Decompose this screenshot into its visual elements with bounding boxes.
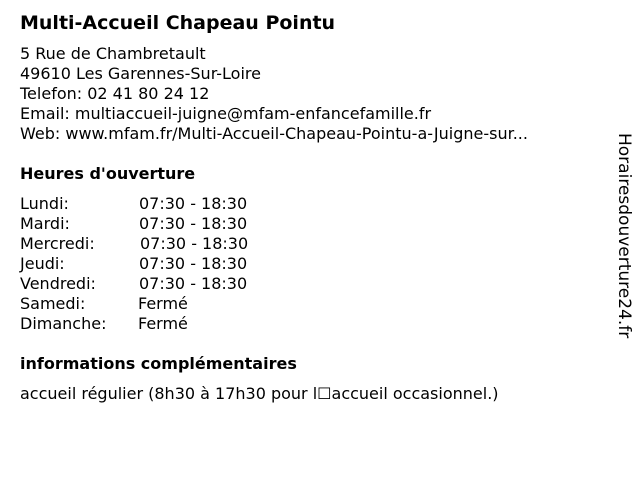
time-value: 07:30 - 18:30 bbox=[140, 234, 249, 253]
watermark bbox=[608, 133, 638, 373]
street-address: 5 Rue de Chambretault bbox=[20, 44, 206, 63]
opening-hours-heading: Heures d'ouverture bbox=[20, 164, 196, 183]
time-value: 07:30 - 18:30 bbox=[139, 214, 248, 233]
day-label: Jeudi: bbox=[20, 254, 65, 273]
day-label: Mercredi: bbox=[20, 234, 95, 253]
website-url: Web: www.mfam.fr/Multi-Accueil-Chapeau-Pointu-a-Juigne-sur... bbox=[20, 124, 528, 143]
time-value: Fermé bbox=[138, 294, 188, 313]
day-label: Lundi: bbox=[20, 194, 69, 213]
day-label: Samedi: bbox=[20, 294, 86, 313]
day-label: Vendredi: bbox=[20, 274, 96, 293]
email-address: Email: multiaccueil-juigne@mfam-enfancefamille.fr bbox=[20, 104, 432, 123]
time-value: Fermé bbox=[138, 314, 188, 333]
city-address: 49610 Les Garennes-Sur-Loire bbox=[20, 64, 261, 83]
phone-number: Telefon: 02 41 80 24 12 bbox=[20, 84, 210, 103]
day-label: Dimanche: bbox=[20, 314, 107, 333]
time-value: 07:30 - 18:30 bbox=[139, 274, 248, 293]
time-value: 07:30 - 18:30 bbox=[139, 254, 248, 273]
additional-info-heading: informations complémentaires bbox=[20, 354, 297, 373]
time-value: 07:30 - 18:30 bbox=[139, 194, 248, 213]
page-title: Multi-Accueil Chapeau Pointu bbox=[20, 12, 336, 34]
additional-info-text: accueil régulier (8h30 à 17h30 pour l☐accueil occasionnel.) bbox=[20, 384, 499, 403]
watermark-text: Horairesdouverture24.fr bbox=[614, 133, 634, 339]
day-label: Mardi: bbox=[20, 214, 70, 233]
address-block bbox=[20, 44, 528, 144]
